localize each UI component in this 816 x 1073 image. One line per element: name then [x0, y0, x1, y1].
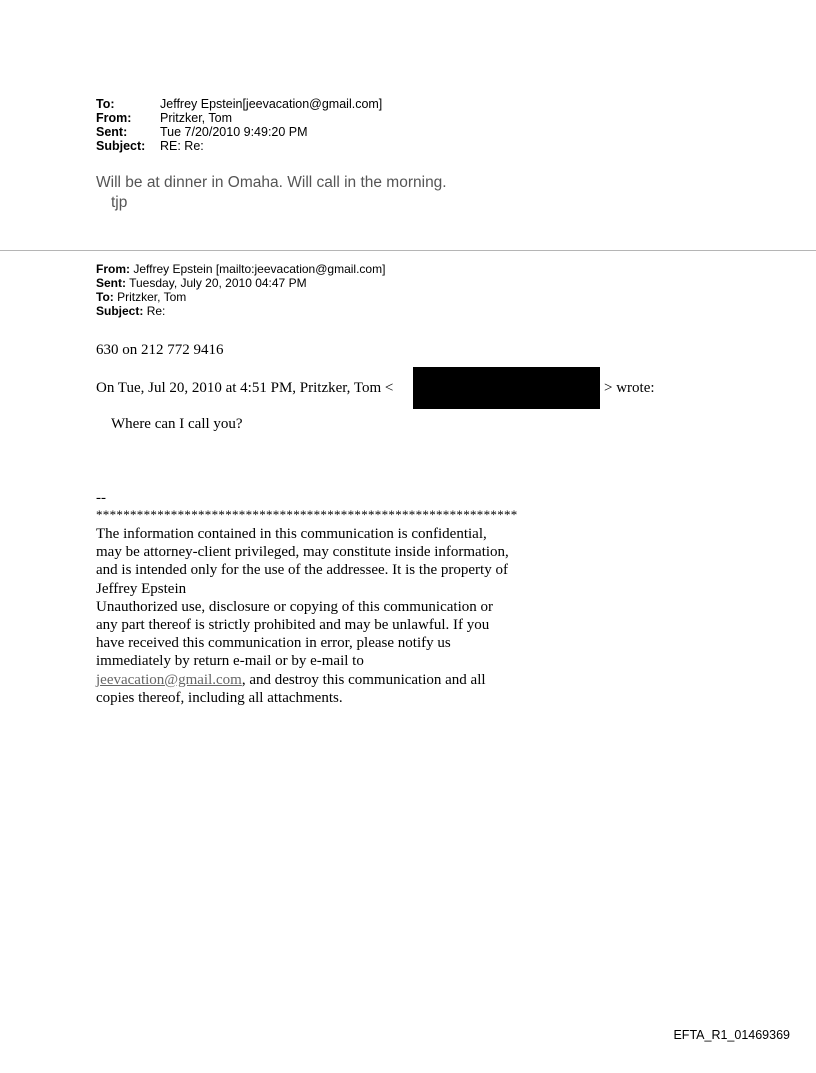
document-id: EFTA_R1_01469369 — [673, 1028, 790, 1042]
quoted-from-row — [96, 262, 385, 276]
wrote-text: > wrote: — [604, 380, 655, 396]
quoted-header — [96, 262, 385, 318]
email-link[interactable]: jeevacation@gmail.com — [96, 671, 242, 688]
quoted-sent-label: Sent: — [96, 276, 126, 290]
redaction-box — [413, 367, 600, 409]
reply-body — [96, 173, 447, 213]
quoted-to-value: Pritzker, Tom — [117, 290, 187, 304]
header-to-row — [96, 97, 382, 111]
to-value: Jeffrey Epstein[jeevacation@gmail.com] — [160, 97, 383, 111]
on-date-line: On Tue, Jul 20, 2010 at 4:51 PM, Pritzker, Tom < — [96, 380, 394, 396]
email-header — [96, 97, 382, 153]
quoted-sent-row — [96, 276, 385, 290]
conf-part2: Unauthorized use, disclosure or copying of this communication or any part thereof is strictly prohibited and may be unlawful. If you have received this communication in error, please notify us immediately by return e-mail or by e-mail to — [96, 598, 493, 670]
header-sent-row — [96, 125, 382, 139]
quoted-to-label: To: — [96, 290, 114, 304]
phone-line: 630 on 212 772 9416 — [96, 342, 224, 358]
reply-text: Will be at dinner in Omaha. Will call in the morning. — [96, 174, 447, 191]
to-label: To: — [96, 97, 115, 111]
reply-signature: tjp — [111, 194, 128, 211]
conf-part1: The information contained in this communication is confidential, may be attorney-client privileged, may constitute inside information, and is intended only for the use of the addressee. It is the property of — [96, 526, 509, 579]
sent-label: Sent: — [96, 125, 128, 139]
from-value: Pritzker, Tom — [160, 111, 233, 125]
quoted-from-label: From: — [96, 262, 130, 276]
quoted-from-value: Jeffrey Epstein [mailto:jeevacation@gmail.com] — [133, 262, 386, 276]
sent-value: Tue 7/20/2010 9:49:20 PM — [160, 125, 308, 139]
subject-label: Subject: — [96, 139, 146, 153]
conf-part3: , and destroy this communication and all copies thereof, including all attachments. — [96, 671, 486, 706]
header-from-row — [96, 111, 382, 125]
message-divider — [0, 250, 816, 251]
conf-owner: Jeffrey Epstein — [96, 580, 187, 597]
header-subject-row — [96, 139, 382, 153]
quoted-sent-value: Tuesday, July 20, 2010 04:47 PM — [129, 276, 307, 290]
stars-line: ************************************************************** — [96, 507, 518, 522]
quoted-subject-row — [96, 304, 385, 318]
quoted-subject-label: Subject: — [96, 304, 144, 318]
quoted-to-row — [96, 290, 385, 304]
from-label: From: — [96, 111, 132, 125]
signature-dashes: -- — [96, 490, 106, 506]
confidentiality-notice — [96, 525, 516, 707]
quoted-subject-value: Re: — [146, 304, 166, 318]
subject-value: RE: Re: — [160, 139, 204, 153]
question-line: Where can I call you? — [111, 416, 243, 432]
